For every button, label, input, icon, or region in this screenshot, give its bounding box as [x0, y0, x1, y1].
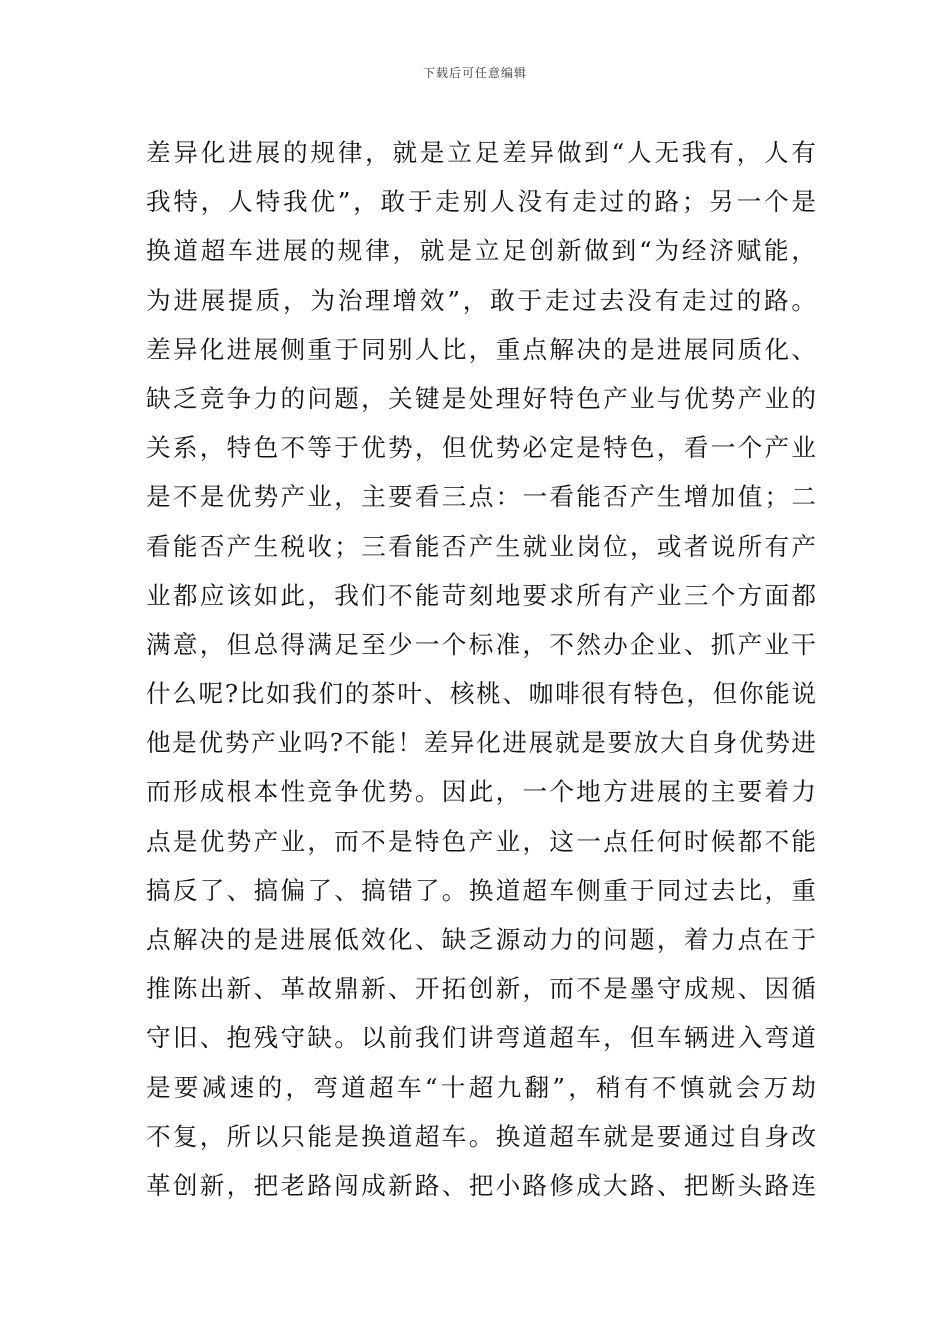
text-line: 满意，但总得满足至少一个标准，不然办企业、抓产业干: [146, 629, 816, 659]
text-line: 他是优势产业吗?不能！差异化进展就是要放大自身优势进: [146, 728, 816, 758]
text-line: 为进展提质，为治理增效”，敢于走过去没有走过的路。: [146, 285, 816, 315]
text-line: 业都应该如此，我们不能苛刻地要求所有产业三个方面都: [146, 580, 816, 610]
text-line: 搞反了、搞偏了、搞错了。换道超车侧重于同过去比，重: [146, 875, 816, 905]
text-line: 革创新，把老路闯成新路、把小路修成大路、把断头路连: [146, 1170, 816, 1200]
text-line: 推陈出新、革故鼎新、开拓创新，而不是墨守成规、因循: [146, 974, 816, 1004]
text-line: 点解决的是进展低效化、缺乏源动力的问题，着力点在于: [146, 925, 816, 954]
text-line: 我特，人特我优”，敢于走别人没有走过的路；另一个是: [146, 187, 816, 217]
page-header-note: 下载后可任意编辑: [422, 66, 527, 80]
text-line: 守旧、抱残守缺。以前我们讲弯道超车，但车辆进入弯道: [146, 1023, 816, 1053]
text-line: 差异化进展侧重于同别人比，重点解决的是进展同质化、: [146, 334, 816, 364]
text-line: 缺乏竞争力的问题，关键是处理好特色产业与优势产业的: [146, 383, 816, 413]
text-line: 而形成根本性竞争优势。因此，一个地方进展的主要着力: [146, 777, 816, 807]
text-line: 看能否产生税收；三看能否产生就业岗位，或者说所有产: [146, 531, 816, 561]
text-line: 换道超车进展的规律，就是立足创新做到“为经济赋能，: [146, 236, 816, 266]
text-line: 什么呢?比如我们的茶叶、核桃、咖啡很有特色，但你能说: [146, 679, 816, 709]
text-line: 是不是优势产业，主要看三点：一看能否产生增加值；二: [146, 482, 816, 512]
text-line: 不复，所以只能是换道超车。换道超车就是要通过自身改: [146, 1121, 816, 1151]
text-line: 关系，特色不等于优势，但优势必定是特色，看一个产业: [146, 433, 816, 463]
text-line: 差异化进展的规律，就是立足差异做到“人无我有，人有: [146, 138, 816, 167]
body-paragraph: [146, 128, 816, 1210]
text-line: 是要减速的，弯道超车“十超九翻”，稍有不慎就会万劫: [146, 1072, 816, 1102]
text-line: 点是优势产业，而不是特色产业，这一点任何时候都不能: [146, 826, 816, 856]
